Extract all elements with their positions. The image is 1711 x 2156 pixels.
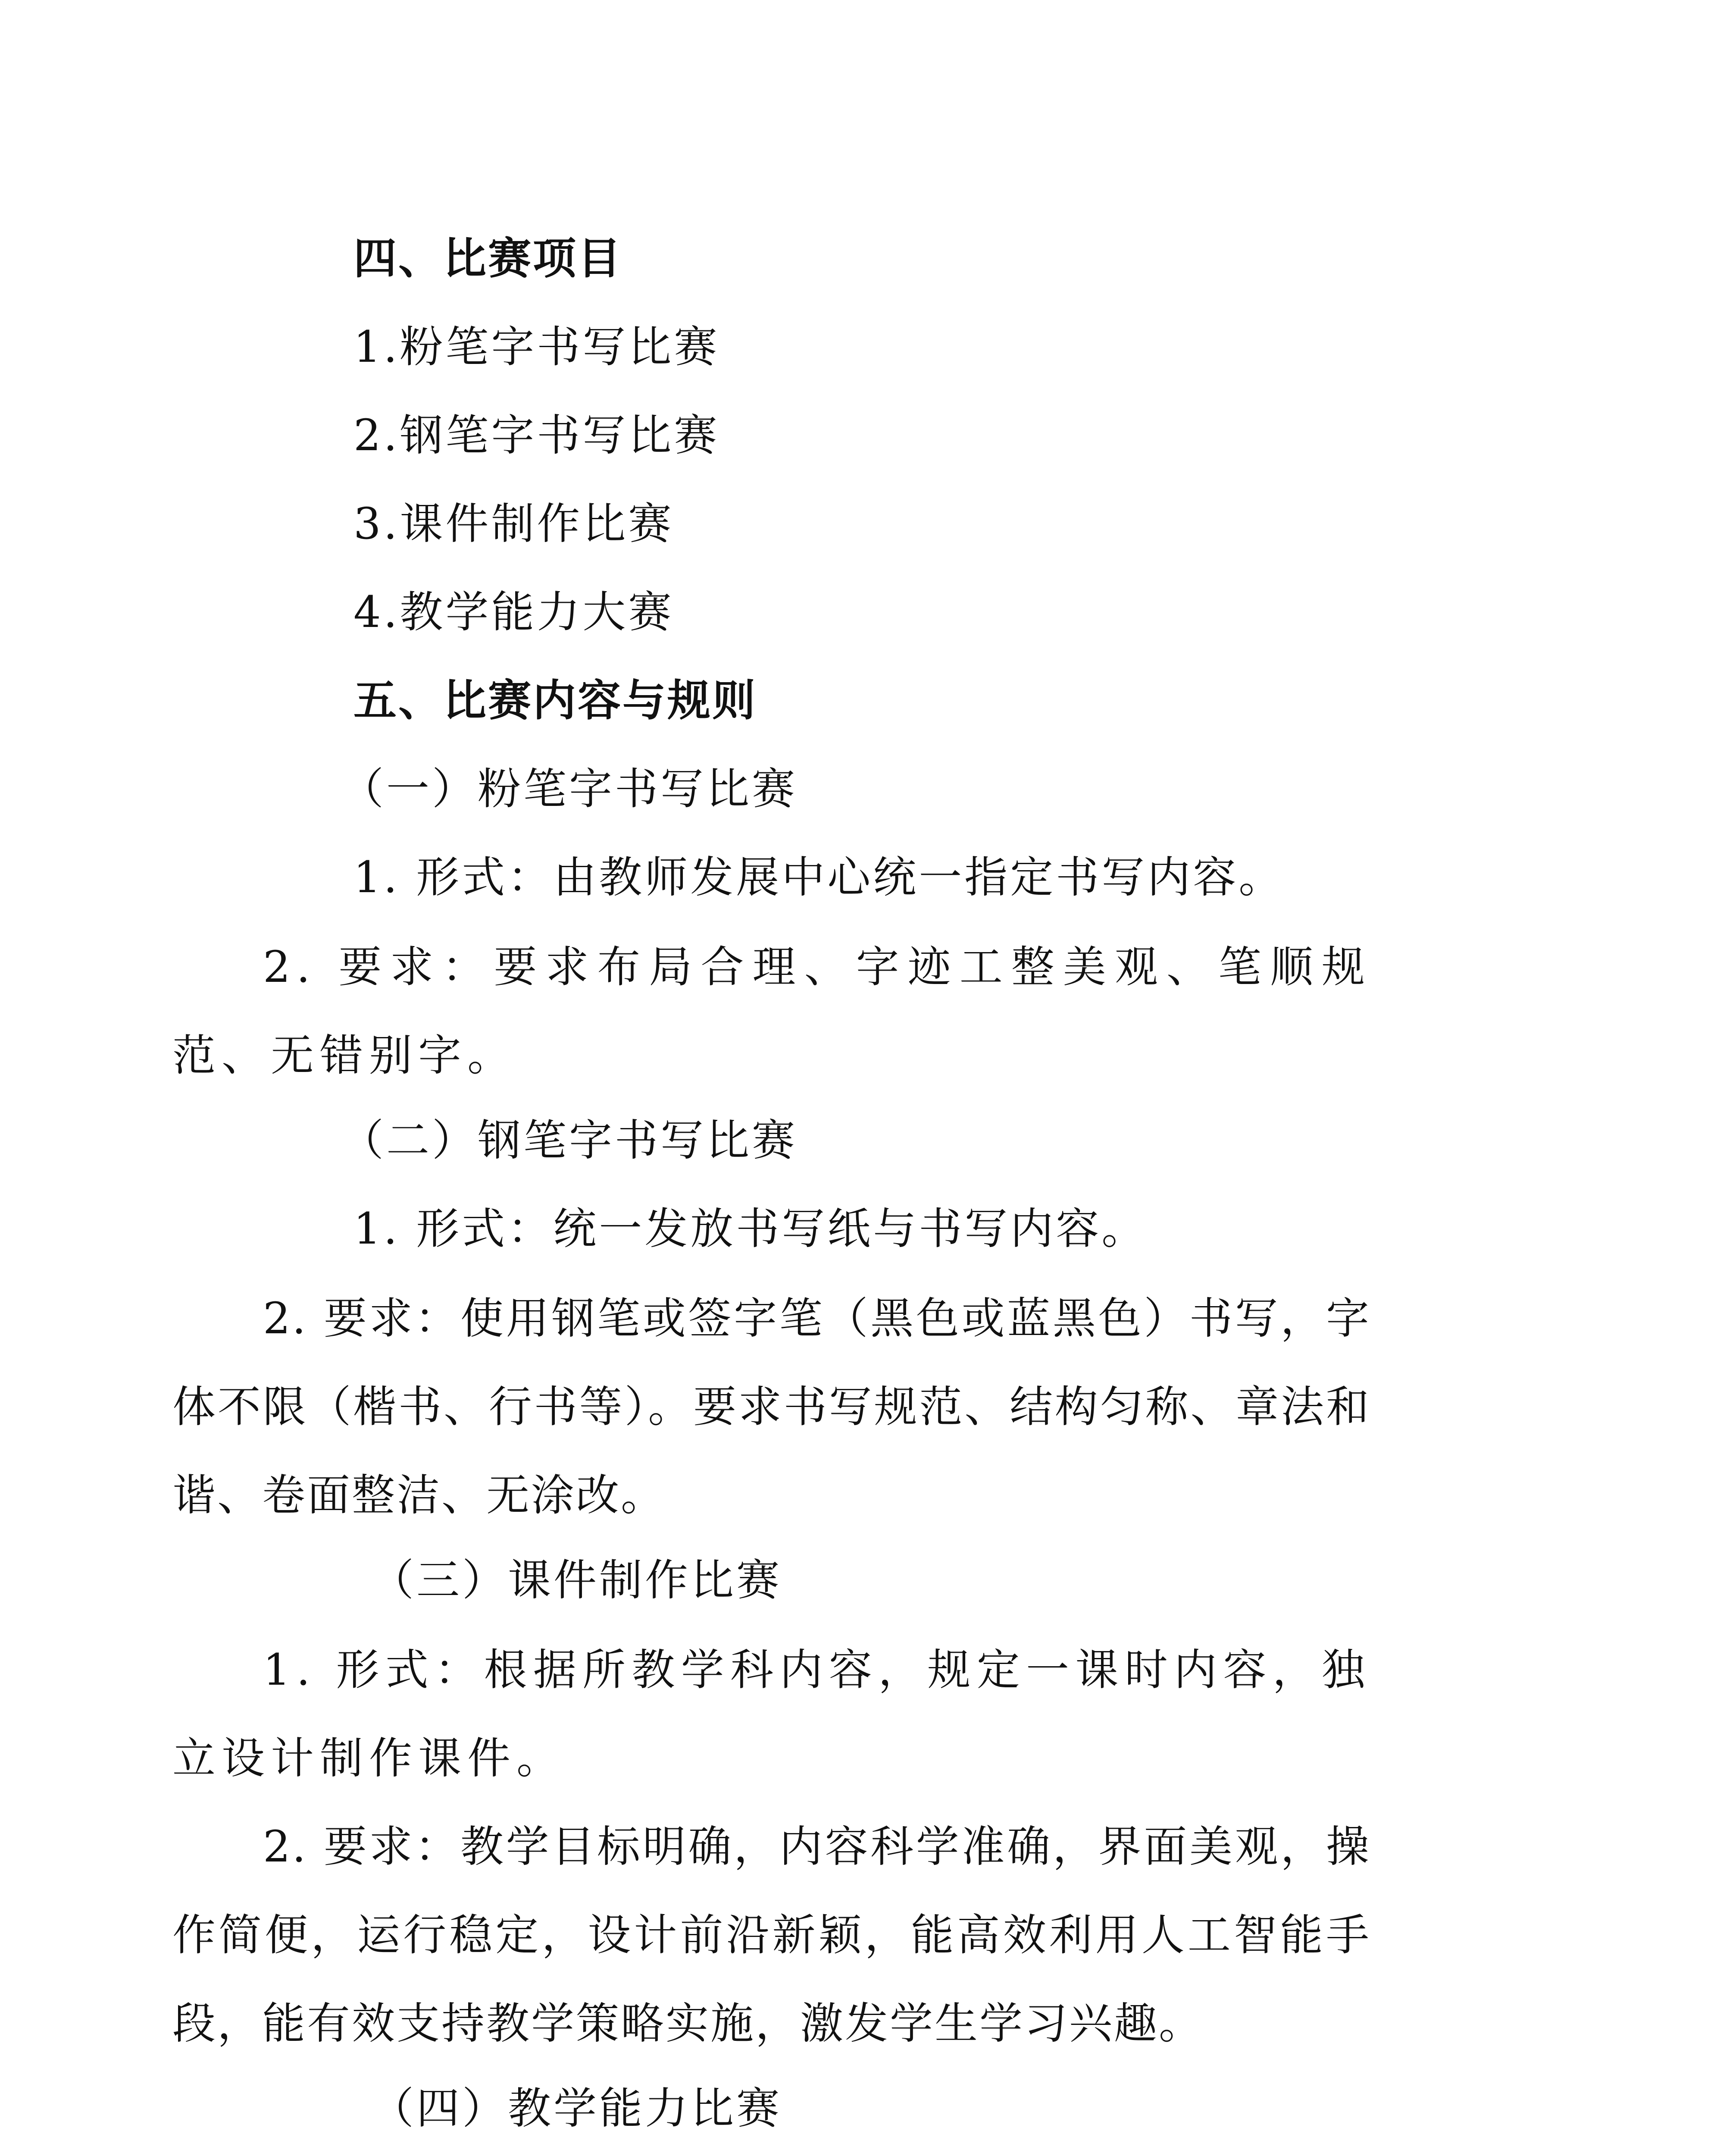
subsection-1-form: 1. 形式：由教师发展中心统一指定书写内容。 <box>353 852 1285 903</box>
list-item: 4.教学能力大赛 <box>353 587 674 637</box>
list-item: 2.钢笔字书写比赛 <box>353 410 720 461</box>
subsection-2-form: 1. 形式：统一发放书写纸与书写内容。 <box>353 1203 1148 1254</box>
section-4-heading: 四、比赛项目 <box>353 233 622 284</box>
list-item: 1.粉笔字书写比赛 <box>353 322 720 372</box>
subsection-2-requirement: 2. 要求：使用钢笔或签字笔（黑色或蓝黑色）书写，字体不限（楷书、行书等）。要求书写规范、结构匀称、章法和谐、卷面整洁、无涂改。 <box>172 1293 1371 1520</box>
subsection-3-requirement: 2. 要求：教学目标明确，内容科学准确，界面美观，操作简便，运行稳定，设计前沿新颖，能高效利用人工智能手段，能有效支持教学策略实施，激发学生学习兴趣。 <box>172 1821 1371 2049</box>
section-5-heading: 五、比赛内容与规则 <box>353 675 757 726</box>
subsection-3-title: （三）课件制作比赛 <box>371 1555 782 1605</box>
subsection-1-requirement: 2. 要求：要求布局合理、字迹工整美观、笔顺规范、无错别字。 <box>172 942 1371 1081</box>
list-item: 3.课件制作比赛 <box>353 498 674 549</box>
subsection-2-title: （二）钢笔字书写比赛 <box>341 1115 798 1166</box>
subsection-3-form: 1. 形式：根据所教学科内容，规定一课时内容，独立设计制作课件。 <box>172 1645 1371 1783</box>
subsection-4-title: （四）教学能力比赛 <box>371 2083 782 2134</box>
subsection-1-title: （一）粉笔字书写比赛 <box>341 764 798 814</box>
